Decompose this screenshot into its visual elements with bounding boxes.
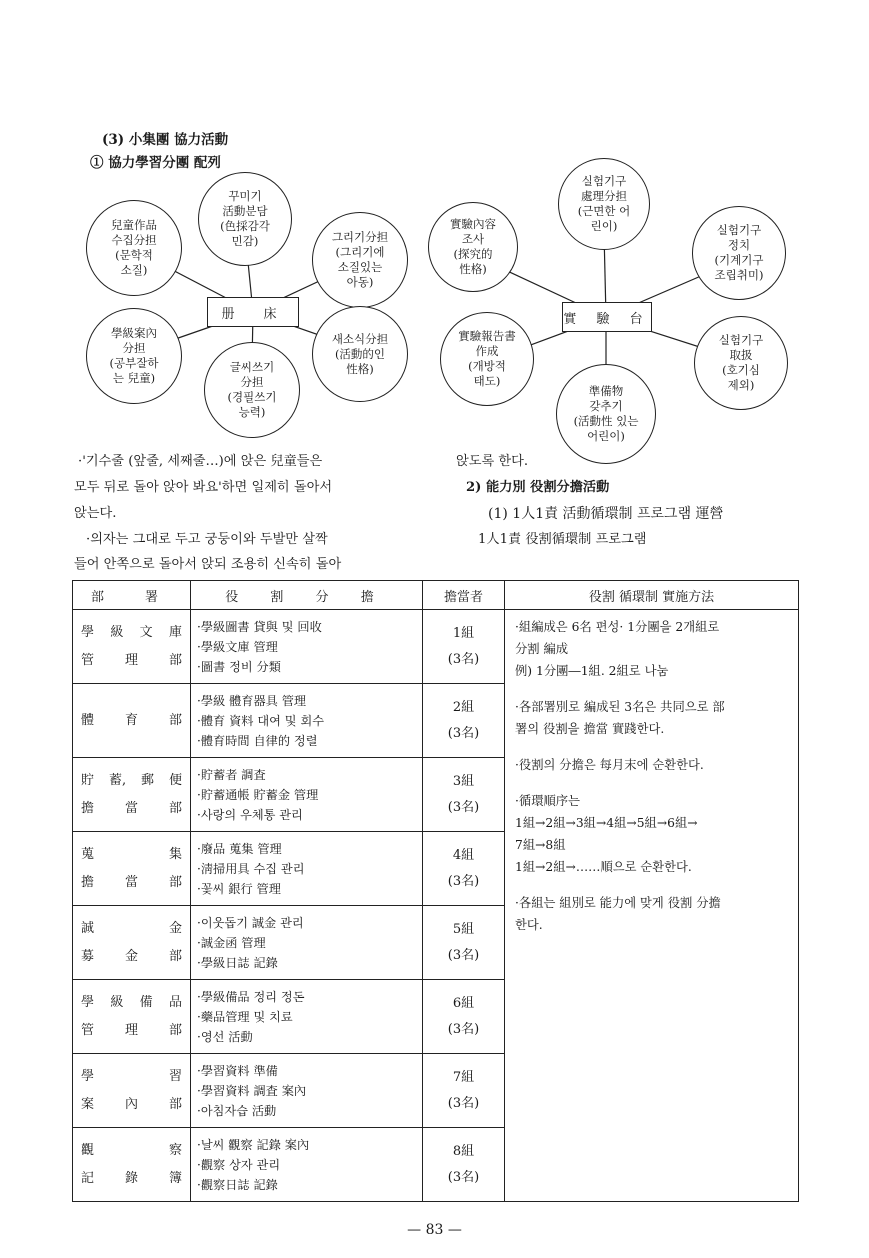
node-equipment-handling: 실험기구 處理分担 (근면한 어 린이)	[558, 158, 650, 250]
task-item: ·學級圖書 貸與 및 回收	[197, 619, 322, 634]
department-line	[81, 1165, 182, 1193]
department-char: 品	[168, 994, 182, 1010]
department-char: 郵	[141, 772, 155, 788]
assignee-cell	[423, 980, 505, 1054]
node-childrens-works: 兒童作品 수집分担 (문학적 소질)	[86, 200, 182, 296]
node-news: 새소식分担 (活動的인 性格)	[312, 306, 408, 402]
node-preparation: 準備物 갖추기 (活動性 있는 어린이)	[556, 364, 656, 464]
paragraph-right-3: (1) 1人1責 活動循環制 프로그램 運營	[488, 506, 724, 522]
paragraph-right-4: 1人1責 役割循環制 프로그램	[478, 532, 647, 547]
department-char: 備	[139, 994, 153, 1010]
department-char: 體	[81, 712, 95, 728]
group-number: 4組	[452, 847, 475, 863]
task-item: ·學習資料 準備	[197, 1063, 278, 1078]
paragraph-left-3: 앉는다.	[74, 506, 117, 521]
header-department: 部 署	[73, 581, 191, 610]
node-experiment-content: 實驗內容 조사 (探究的 性格)	[428, 202, 518, 292]
department-line	[81, 1017, 182, 1045]
department-line	[81, 647, 182, 675]
department-line	[81, 869, 182, 897]
table-row	[73, 610, 799, 684]
department-cell	[73, 832, 191, 906]
paragraph-left-1: ·'기수줄 (앞줄, 세째줄…)에 앉은 兒童들은	[78, 454, 323, 469]
group-number: 2組	[452, 699, 475, 715]
header-role: 役 割 分 擔	[191, 581, 423, 610]
department-char: 金	[124, 948, 138, 964]
method-line: 例) 1分團―1組. 2組로 나눔	[515, 664, 669, 678]
department-char: 金	[168, 920, 182, 936]
department-char: 內	[124, 1096, 138, 1112]
department-cell	[73, 1128, 191, 1202]
assignee-cell	[423, 684, 505, 758]
department-char: 簿	[168, 1170, 182, 1186]
department-cell	[73, 906, 191, 980]
assignee-cell	[423, 906, 505, 980]
department-cell	[73, 610, 191, 684]
paragraph-right-1: 앉도록 한다.	[456, 454, 529, 469]
tasks-cell	[191, 1054, 423, 1128]
node-class-guide: 學級案內 分担 (공부잘하 는 兒童)	[86, 308, 182, 404]
task-item: ·學級備品 정리 정돈	[197, 989, 305, 1004]
member-count: (3名)	[447, 651, 480, 667]
tasks-cell	[191, 980, 423, 1054]
method-item	[515, 616, 788, 682]
group-number: 8組	[452, 1143, 475, 1159]
assignee-cell	[423, 758, 505, 832]
group-number: 5組	[452, 921, 475, 937]
task-item: ·貯蓄通帳 貯蓄金 管理	[197, 787, 319, 802]
method-line: ·循環順序는	[515, 794, 580, 808]
group-number: 3組	[452, 773, 475, 789]
assignee-cell	[423, 1128, 505, 1202]
node-equipment-setup: 실험기구 정치 (기계기구 조립취미)	[692, 206, 786, 300]
method-item	[515, 696, 788, 740]
department-char: 募	[81, 948, 95, 964]
task-item: ·廢品 蒐集 管理	[197, 841, 282, 856]
department-cell	[73, 758, 191, 832]
method-line: ·各部署別로 編成된 3名은 共同으로 部	[515, 700, 725, 714]
member-count: (3名)	[447, 1021, 480, 1037]
method-item	[515, 790, 788, 878]
task-item: ·學級日誌 記錄	[197, 955, 278, 970]
method-item	[515, 892, 788, 936]
paragraph-left-4: ·의자는 그대로 두고 궁둥이와 두발만 살짝	[86, 532, 328, 547]
task-item: ·觀察日誌 記錄	[197, 1177, 278, 1192]
department-char: 貯	[81, 772, 95, 788]
node-drawing: 그리기分担 (그리기에 소질있는 아동)	[312, 212, 408, 308]
department-char: 便	[168, 772, 182, 788]
method-line: 分割 編成	[515, 642, 569, 656]
task-item: ·學級文庫 管理	[197, 639, 278, 654]
department-char: 習	[168, 1068, 182, 1084]
department-char: 當	[124, 800, 138, 816]
task-item: ·藥品管理 및 치료	[197, 1009, 293, 1024]
tasks-cell	[191, 832, 423, 906]
task-item: ·꽃씨 銀行 管理	[197, 881, 281, 896]
department-char: 育	[124, 712, 138, 728]
department-line	[81, 1091, 182, 1119]
method-line: ·役割의 分擔은 每月末에 순환한다.	[515, 758, 704, 772]
department-char: 集	[168, 846, 182, 862]
page-number: — 83 —	[407, 1222, 462, 1238]
tasks-cell	[191, 684, 423, 758]
department-line	[81, 1063, 182, 1091]
department-char: 管	[81, 652, 95, 668]
department-char: 擔	[81, 800, 95, 816]
node-report: 實驗報告書 作成 (개방적 태도)	[440, 312, 534, 406]
task-item: ·誠金函 管理	[197, 935, 266, 950]
assignee-cell	[423, 610, 505, 684]
department-char: 學	[81, 1068, 95, 1084]
role-rotation-table	[72, 580, 799, 1202]
department-char: 部	[168, 948, 182, 964]
method-line: 한다.	[515, 918, 543, 932]
department-line	[81, 989, 182, 1017]
member-count: (3名)	[447, 1169, 480, 1185]
tasks-cell	[191, 758, 423, 832]
department-char: 部	[168, 652, 182, 668]
task-item: ·體育 資料 대여 및 회수	[197, 713, 324, 728]
assignee-cell	[423, 832, 505, 906]
method-line: 1組→2組→3組→4組→5組→6組→	[515, 816, 698, 830]
group-number: 6組	[452, 995, 475, 1011]
department-char: 級	[110, 994, 124, 1010]
department-line	[81, 841, 182, 869]
tasks-cell	[191, 906, 423, 980]
member-count: (3名)	[447, 725, 480, 741]
hub-book-desk: 册 床	[207, 297, 299, 327]
department-char: 誠	[81, 920, 95, 936]
department-line	[81, 767, 182, 795]
method-line: ·組編成은 6名 편성· 1分團을 2개組로	[515, 620, 720, 634]
department-cell	[73, 980, 191, 1054]
department-char: 察	[168, 1142, 182, 1158]
department-char: 學	[81, 624, 95, 640]
department-line	[81, 915, 182, 943]
department-char: 觀	[81, 1142, 95, 1158]
header-method: 役割 循環制 實施方法	[505, 581, 799, 610]
department-char: 部	[168, 800, 182, 816]
task-item: ·영선 活動	[197, 1029, 253, 1044]
department-char: 理	[124, 1022, 138, 1038]
section-heading: (3) 小集團 協力活動	[102, 132, 229, 148]
department-char: 部	[168, 1022, 182, 1038]
method-item	[515, 754, 788, 776]
member-count: (3名)	[447, 1095, 480, 1111]
department-char: 部	[168, 1096, 182, 1112]
task-item: ·觀察 상자 관리	[197, 1157, 281, 1172]
method-line: 1組→2組→……順으로 순환한다.	[515, 860, 692, 874]
department-char: 管	[81, 1022, 95, 1038]
assignee-cell	[423, 1054, 505, 1128]
department-line	[81, 707, 182, 735]
department-char: 學	[81, 994, 95, 1010]
department-char: 記	[81, 1170, 95, 1186]
paragraph-left-5: 들어 안쪽으로 돌아서 앉되 조용히 신속히 돌아	[74, 557, 342, 572]
method-line: ·各組는 組別로 能力에 맞게 役割 分擔	[515, 896, 721, 910]
task-item: ·學習資料 調査 案內	[197, 1083, 307, 1098]
hub-lab-table: 實 驗 台	[562, 302, 652, 332]
group-number: 7組	[452, 1069, 475, 1085]
department-char: 擔	[81, 874, 95, 890]
department-char: 庫	[168, 624, 182, 640]
task-item: ·사랑의 우체통 관리	[197, 807, 303, 822]
task-item: ·淸掃用具 수집 관리	[197, 861, 305, 876]
department-line	[81, 943, 182, 971]
header-assignee: 擔當者	[423, 581, 505, 610]
node-equipment-use: 실험기구 取扱 (호기심 제외)	[694, 316, 788, 410]
method-line: 7組→8組	[515, 838, 566, 852]
group-number: 1組	[452, 625, 475, 641]
department-cell	[73, 1054, 191, 1128]
department-char: 文	[139, 624, 153, 640]
member-count: (3名)	[447, 873, 480, 889]
department-char: 案	[81, 1096, 95, 1112]
department-char: 部	[168, 712, 182, 728]
subheading-ability-roles: 2) 能力別 役割分擔活動	[466, 480, 610, 495]
department-char: 部	[168, 874, 182, 890]
tasks-cell	[191, 1128, 423, 1202]
department-char: 當	[124, 874, 138, 890]
task-item: ·圖書 정비 分類	[197, 659, 281, 674]
node-decoration: 꾸미기 活動분담 (色採감각 민감)	[198, 172, 292, 266]
method-cell	[505, 610, 799, 1202]
department-cell	[73, 684, 191, 758]
department-char: 蒐	[81, 846, 95, 862]
department-char: 錄	[124, 1170, 138, 1186]
table-header-row	[73, 581, 799, 610]
department-char: 級	[110, 624, 124, 640]
department-line	[81, 795, 182, 823]
department-line	[81, 1137, 182, 1165]
department-line	[81, 619, 182, 647]
department-char: 理	[124, 652, 138, 668]
subsection-heading: ① 協力學習分團 配列	[90, 155, 221, 171]
task-item: ·學級 體育器具 管理	[197, 693, 307, 708]
member-count: (3名)	[447, 947, 480, 963]
task-item: ·아침자습 活動	[197, 1103, 277, 1118]
task-item: ·이웃돕기 誠金 관리	[197, 915, 304, 930]
node-handwriting: 글씨쓰기 分担 (경필쓰기 능력)	[204, 342, 300, 438]
paragraph-left-2: 모두 뒤로 돌아 앉아 봐요'하면 일제히 돌아서	[74, 480, 333, 495]
method-line: 署의 役割을 擔當 實踐한다.	[515, 722, 665, 736]
tasks-cell	[191, 610, 423, 684]
member-count: (3名)	[447, 799, 480, 815]
task-item: ·貯蓄者 調査	[197, 767, 266, 782]
task-item: ·體育時間 自律的 정렬	[197, 733, 318, 748]
task-item: ·날씨 觀察 記錄 案內	[197, 1137, 310, 1152]
department-char: 蓄,	[108, 772, 127, 788]
